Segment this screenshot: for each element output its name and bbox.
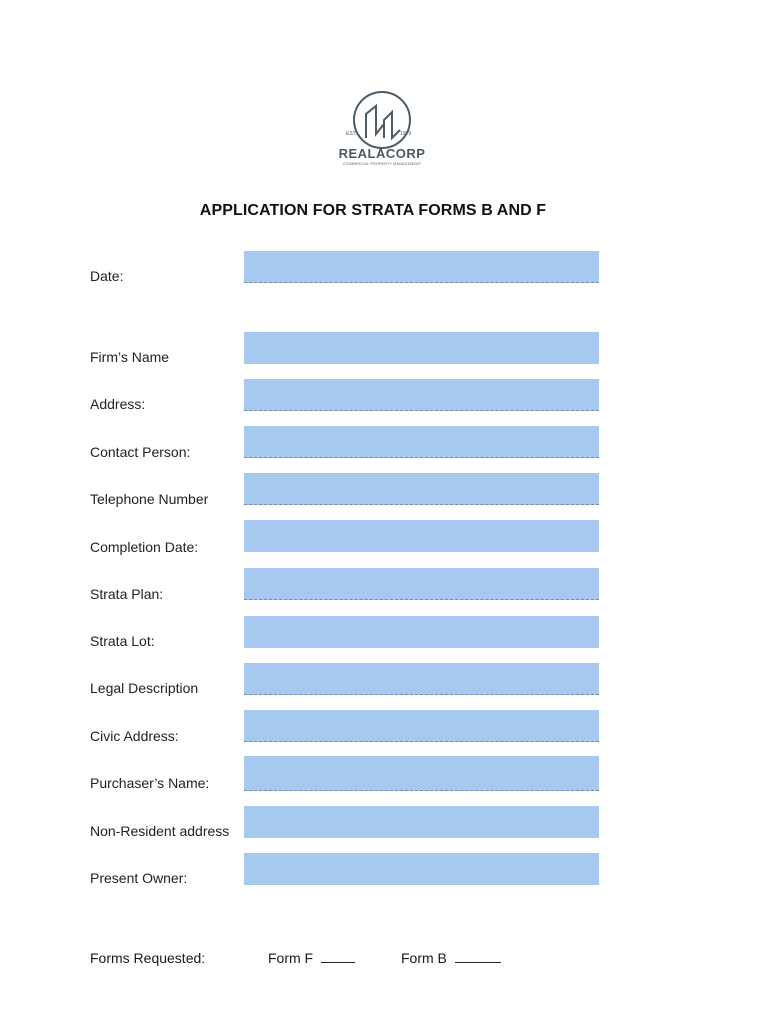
- legal-description-field[interactable]: [244, 663, 599, 695]
- contact-person-label: Contact Person:: [90, 444, 191, 460]
- form-b-label: Form B: [401, 950, 447, 966]
- non-resident-address-label: Non-Resident address: [90, 823, 230, 839]
- strata-plan-field[interactable]: [244, 568, 599, 600]
- logo-est: EST.: [346, 131, 357, 137]
- logo-year: 1979: [400, 131, 412, 137]
- date-field[interactable]: [244, 251, 599, 283]
- form-b-option[interactable]: [401, 950, 501, 966]
- form-b-blank[interactable]: [455, 950, 501, 963]
- purchaser-name-label: Purchaser’s Name:: [90, 775, 210, 791]
- form-f-option[interactable]: [268, 950, 355, 966]
- strata-lot-label: Strata Lot:: [90, 633, 155, 649]
- address-label: Address:: [90, 396, 146, 412]
- date-label: Date:: [90, 268, 124, 284]
- contact-person-field[interactable]: [244, 426, 599, 458]
- completion-date-label: Completion Date:: [90, 539, 199, 555]
- civic-address-label: Civic Address:: [90, 728, 179, 744]
- logo-tagline: COMMERCIAL PROPERTY MANAGEMENT: [342, 162, 422, 166]
- legal-description-label: Legal Description: [90, 680, 199, 696]
- telephone-label: Telephone Number: [90, 491, 209, 507]
- logo-name: REALACORP: [338, 146, 426, 161]
- completion-date-field[interactable]: [244, 520, 599, 552]
- present-owner-field[interactable]: [244, 853, 599, 885]
- present-owner-label: Present Owner:: [90, 870, 188, 886]
- firm-name-label: Firm’s Name: [90, 349, 170, 365]
- firm-name-field[interactable]: [244, 332, 599, 364]
- strata-plan-label: Strata Plan:: [90, 586, 164, 602]
- page-title: APPLICATION FOR STRATA FORMS B AND F: [199, 202, 547, 219]
- non-resident-address-field[interactable]: [244, 806, 599, 838]
- purchaser-name-field[interactable]: [244, 756, 599, 791]
- form-f-label: Form F: [268, 950, 314, 966]
- address-field[interactable]: [244, 379, 599, 411]
- civic-address-field[interactable]: [244, 710, 599, 742]
- realacorp-logo: [332, 90, 432, 172]
- telephone-field[interactable]: [244, 473, 599, 505]
- forms-requested-label: Forms Requested:: [90, 950, 206, 966]
- form-f-blank[interactable]: [321, 950, 355, 963]
- strata-lot-field[interactable]: [244, 616, 599, 648]
